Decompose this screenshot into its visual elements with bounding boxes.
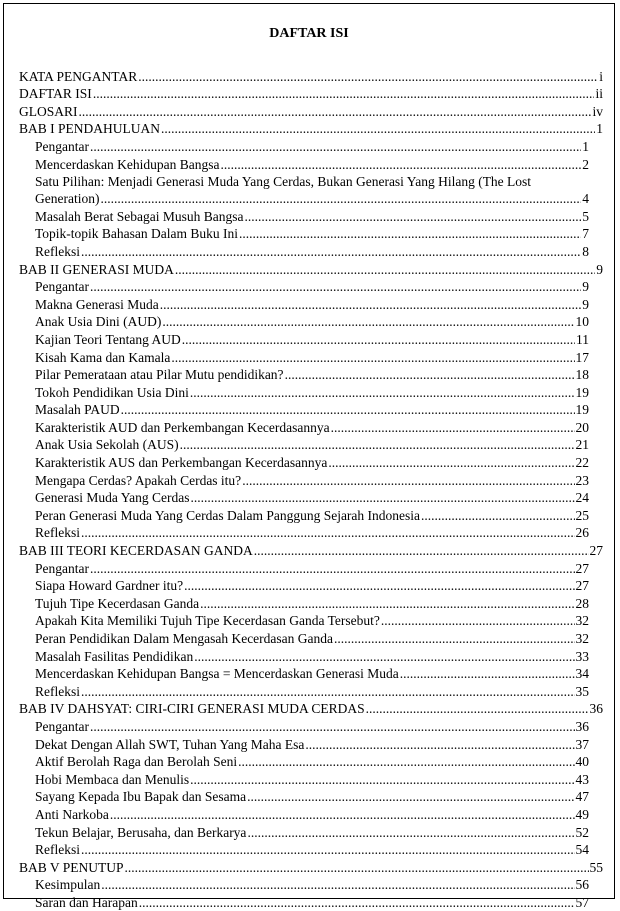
toc-entry[interactable] (19, 823, 603, 841)
toc-leader-dots (190, 384, 575, 401)
toc-leader-dots (254, 542, 589, 559)
toc-entry-text: Peran Pendidikan Dalam Mengasah Kecerdasan Ganda (35, 631, 334, 646)
table-of-contents (19, 67, 603, 911)
toc-leader-dots (81, 524, 575, 541)
toc-page-number: 56 (575, 877, 589, 893)
document-page (3, 3, 615, 910)
toc-page-number: 57 (575, 894, 589, 910)
toc-leader-dots (110, 806, 575, 823)
toc-page-number: ii (595, 86, 603, 102)
toc-entry[interactable] (19, 559, 603, 577)
toc-leader-dots (190, 771, 574, 788)
toc-page-number: 5 (582, 208, 589, 224)
toc-entry[interactable] (19, 225, 603, 243)
toc-entry[interactable] (19, 577, 603, 595)
toc-leader-dots (421, 507, 574, 524)
toc-leader-dots (139, 894, 575, 911)
toc-entry[interactable] (19, 383, 603, 401)
toc-leader-dots (220, 156, 581, 173)
toc-chapter[interactable] (19, 120, 603, 138)
toc-page-number: 9 (582, 296, 589, 312)
toc-entry[interactable] (19, 453, 603, 471)
toc-entry-text: Pengantar (35, 138, 89, 154)
toc-entry-text: Tekun Belajar, Berusaha, dan Berkarya (35, 824, 247, 840)
toc-entry[interactable] (19, 629, 603, 647)
toc-page-number: 26 (575, 525, 589, 541)
toc-entry[interactable] (19, 418, 603, 436)
toc-entry[interactable] (19, 717, 603, 735)
toc-entry[interactable] (19, 506, 603, 524)
toc-entry[interactable] (19, 242, 603, 260)
toc-page-number: 47 (575, 789, 589, 805)
toc-leader-dots (121, 401, 575, 418)
toc-leader-dots (247, 788, 574, 805)
toc-entry[interactable] (19, 278, 603, 296)
toc-leader-dots (90, 718, 575, 735)
toc-entry-text: Masalah PAUD (35, 402, 120, 418)
toc-entry-text: Anak Usia Dini (AUD) (35, 314, 162, 330)
toc-page-number: 34 (575, 666, 589, 682)
toc-page-number: 10 (575, 314, 589, 330)
toc-leader-dots (182, 331, 575, 348)
toc-entry-text: KATA PENGANTAR (19, 68, 138, 84)
toc-chapter[interactable] (19, 85, 603, 103)
toc-page-number: 4 (582, 191, 589, 207)
toc-leader-dots (160, 296, 582, 313)
toc-entry-text: Dekat Dengan Allah SWT, Tuhan Yang Maha Esa (35, 736, 305, 752)
toc-entry-text: Kesimpulan (35, 877, 101, 893)
toc-leader-dots (366, 700, 589, 717)
toc-leader-dots (81, 841, 575, 858)
toc-entry-text: Mencerdaskan Kehidupan Bangsa (35, 156, 220, 172)
toc-entry-text: Pengantar (35, 279, 89, 295)
toc-entry[interactable] (19, 366, 603, 384)
toc-entry-text: Satu Pilihan: Menjadi Generasi Muda Yang Cerdas, Bukan Generasi Yang Hilang (The Lost (35, 173, 532, 189)
toc-page-number: 32 (575, 613, 589, 629)
toc-leader-dots (381, 612, 575, 629)
toc-entry-text: Mencerdaskan Kehidupan Bangsa = Mencerdaskan Generasi Muda (35, 666, 399, 682)
toc-leader-dots (334, 630, 574, 647)
toc-entry-text: BAB IV DAHSYAT: CIRI-CIRI GENERASI MUDA CERDAS (19, 701, 365, 717)
toc-leader-dots (331, 419, 575, 436)
toc-leader-dots (180, 436, 575, 453)
toc-entry-text: BAB II GENERASI MUDA (19, 261, 174, 277)
toc-entry[interactable] (19, 313, 603, 331)
toc-entry-text: BAB III TEORI KECERDASAN GANDA (19, 543, 253, 559)
toc-leader-dots (244, 208, 581, 225)
toc-entry-text: Makna Generasi Muda (35, 296, 159, 312)
toc-leader-dots (247, 824, 574, 841)
toc-page-number: 27 (589, 543, 603, 559)
toc-entry-text: Tujuh Tipe Kecerdasan Ganda (35, 595, 200, 611)
toc-entry-text: Topik-topik Bahasan Dalam Buku Ini (35, 226, 239, 242)
toc-entry[interactable] (19, 436, 603, 454)
toc-entry[interactable] (19, 471, 603, 489)
toc-page-number: 37 (575, 736, 589, 752)
toc-page-number: 11 (576, 331, 589, 347)
toc-leader-dots (184, 577, 574, 594)
toc-page-number: 36 (575, 718, 589, 734)
toc-entry[interactable] (19, 401, 603, 419)
toc-entry[interactable] (19, 788, 603, 806)
toc-page-number: 20 (575, 419, 589, 435)
toc-entry-text: DAFTAR ISI (19, 86, 92, 102)
toc-page-number: iv (592, 103, 603, 119)
toc-page-number: 27 (575, 560, 589, 576)
toc-leader-dots (79, 103, 592, 120)
toc-entry[interactable] (19, 770, 603, 788)
toc-entry[interactable] (19, 489, 603, 507)
toc-entry[interactable] (19, 665, 603, 683)
toc-entry[interactable] (19, 524, 603, 542)
toc-leader-dots (171, 349, 574, 366)
toc-page-number: 21 (575, 437, 589, 453)
toc-page-number: 1 (582, 138, 589, 154)
toc-chapter[interactable] (19, 858, 603, 876)
toc-leader-dots (285, 366, 575, 383)
toc-entry-text: Peran Generasi Muda Yang Cerdas Dalam Panggung Sejarah Indonesia (35, 507, 421, 523)
toc-page-number: 17 (575, 349, 589, 365)
toc-entry-text: Pengantar (35, 560, 89, 576)
toc-leader-dots (161, 120, 595, 137)
toc-leader-dots (190, 489, 574, 506)
toc-entry-text: BAB I PENDAHULUAN (19, 121, 160, 137)
toc-leader-dots (125, 859, 589, 876)
toc-entry-continuation (35, 190, 589, 208)
toc-leader-dots (242, 472, 574, 489)
toc-entry[interactable] (19, 173, 603, 208)
toc-entry[interactable] (19, 805, 603, 823)
toc-entry-text: Karakteristik AUD dan Perkembangan Kecerdasannya (35, 419, 330, 435)
toc-entry[interactable] (19, 841, 603, 859)
toc-chapter[interactable] (19, 67, 603, 85)
toc-page-number: 9 (596, 261, 603, 277)
toc-leader-dots (100, 190, 581, 207)
toc-leader-dots (175, 261, 595, 278)
toc-page-number: 2 (582, 156, 589, 172)
toc-page-number: 25 (575, 507, 589, 523)
toc-entry-text: Saran dan Harapan (35, 894, 138, 910)
toc-leader-dots (400, 665, 575, 682)
toc-entry-text: Kisah Kama dan Kamala (35, 349, 171, 365)
toc-leader-dots (81, 243, 581, 260)
toc-chapter[interactable] (19, 700, 603, 718)
toc-chapter[interactable] (19, 102, 603, 120)
toc-page-number: 22 (575, 455, 589, 471)
toc-page-number: 28 (575, 595, 589, 611)
toc-page-number: 52 (575, 824, 589, 840)
toc-page-number: 19 (575, 402, 589, 418)
toc-page-number: 49 (575, 806, 589, 822)
toc-entry-text: Karakteristik AUS dan Perkembangan Kecerdasannya (35, 455, 328, 471)
toc-entry-text: Aktif Berolah Raga dan Berolah Seni (35, 754, 238, 770)
toc-page-number: 1 (596, 121, 603, 137)
toc-entry-text: Hobi Membaca dan Menulis (35, 771, 190, 787)
toc-entry-text: Pilar Pemerataan atau Pilar Mutu pendidikan? (35, 367, 284, 383)
toc-entry-text: Masalah Berat Sebagai Musuh Bangsa (35, 208, 244, 224)
toc-entry-text: Refleksi (35, 525, 80, 541)
toc-chapter[interactable] (19, 541, 603, 559)
toc-page-number: 54 (575, 842, 589, 858)
toc-leader-dots (238, 753, 574, 770)
toc-page-number: 33 (575, 648, 589, 664)
toc-page-number: 36 (589, 701, 603, 717)
toc-page-number: 18 (575, 367, 589, 383)
toc-entry-text: Siapa Howard Gardner itu? (35, 578, 184, 594)
toc-page-number: 27 (575, 578, 589, 594)
toc-page-number: i (599, 68, 603, 84)
toc-page-number: 32 (575, 631, 589, 646)
toc-entry-text: Kajian Teori Tentang AUD (35, 331, 181, 347)
toc-entry-text: Refleksi (35, 842, 80, 858)
toc-leader-dots (239, 225, 581, 242)
toc-entry[interactable] (19, 893, 603, 911)
toc-page-number: 8 (582, 243, 589, 259)
toc-entry[interactable] (19, 594, 603, 612)
toc-entry-text: Sayang Kepada Ibu Bapak dan Sesama (35, 789, 247, 805)
toc-entry-text-cont: Generation) (35, 191, 100, 207)
toc-chapter[interactable] (19, 260, 603, 278)
toc-leader-dots (90, 278, 581, 295)
toc-title: DAFTAR ISI (269, 26, 349, 41)
toc-entry[interactable] (19, 330, 603, 348)
toc-entry-text: GLOSARI (19, 103, 78, 119)
toc-entry[interactable] (19, 735, 603, 753)
toc-entry[interactable] (19, 207, 603, 225)
toc-leader-dots (194, 648, 574, 665)
toc-entry-text: Tokoh Pendidikan Usia Dini (35, 384, 189, 400)
toc-leader-dots (305, 736, 574, 753)
toc-leader-dots (81, 683, 575, 700)
toc-entry[interactable] (19, 348, 603, 366)
toc-leader-dots (328, 454, 574, 471)
toc-page-number: 35 (575, 683, 589, 699)
toc-entry-text: BAB V PENUTUP (19, 859, 124, 875)
toc-entry[interactable] (19, 753, 603, 771)
toc-page-number: 43 (575, 771, 589, 787)
toc-entry[interactable] (19, 155, 603, 173)
toc-entry[interactable] (19, 876, 603, 894)
toc-leader-dots (138, 68, 598, 85)
toc-page-number: 23 (575, 472, 589, 488)
toc-page-number: 40 (575, 754, 589, 770)
toc-entry[interactable] (19, 612, 603, 630)
toc-entry-text: Anti Narkoba (35, 806, 109, 822)
toc-entry[interactable] (19, 137, 603, 155)
toc-entry[interactable] (19, 682, 603, 700)
toc-leader-dots (101, 876, 574, 893)
toc-entry-text: Generasi Muda Yang Cerdas (35, 490, 190, 506)
toc-leader-dots (90, 560, 575, 577)
toc-entry-text: Masalah Fasilitas Pendidikan (35, 648, 194, 664)
toc-leader-dots (93, 85, 595, 102)
toc-page-number: 7 (582, 226, 589, 242)
toc-entry[interactable] (19, 647, 603, 665)
toc-entry-text: Pengantar (35, 718, 89, 734)
toc-page-number: 9 (582, 279, 589, 295)
toc-page-number: 55 (589, 859, 603, 875)
toc-entry-text: Apakah Kita Memiliki Tujuh Tipe Kecerdasan Ganda Tersebut? (35, 613, 380, 629)
toc-leader-dots (200, 595, 574, 612)
toc-page-number: 19 (575, 384, 589, 400)
toc-entry-text: Anak Usia Sekolah (AUS) (35, 437, 179, 453)
toc-entry-text: Refleksi (35, 243, 80, 259)
toc-page-number: 24 (575, 490, 589, 506)
toc-entry-text: Refleksi (35, 683, 80, 699)
toc-leader-dots (162, 313, 574, 330)
toc-entry[interactable] (19, 295, 603, 313)
toc-entry-text: Mengapa Cerdas? Apakah Cerdas itu? (35, 472, 242, 488)
toc-leader-dots (90, 138, 581, 155)
